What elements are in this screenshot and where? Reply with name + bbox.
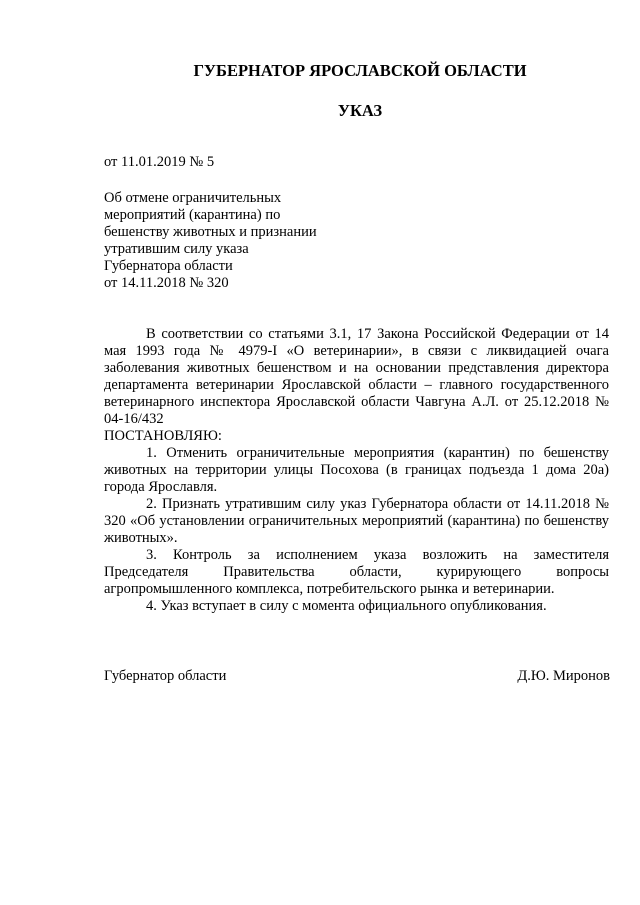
subject-line: Губернатора области: [104, 258, 233, 274]
decree-item: 1. Отменить ограничительные мероприятия (карантин) по бешенству животных на территории улицы Посохова (в границах подъезда 1 дома 20а) города Ярославля.: [104, 445, 609, 495]
subject-line: мероприятий (карантина) по: [104, 207, 281, 223]
decree-word: ПОСТАНОВЛЯЮ:: [104, 428, 222, 444]
preamble-paragraph: В соответствии со статьями 3.1, 17 Закона Российской Федерации от 14 мая 1993 года № 4979-I «О ветеринарии», в связи с ликвидацией очага заболевания животных бешенством и на основании представления директора департамента ветеринарии Ярославской области – главного государственного ветеринарного инспектора Ярославской области Чавгуна А.Л. от 25.12.2018 № 04-16/432: [104, 326, 609, 427]
document-dateline: от 11.01.2019 № 5: [104, 154, 215, 170]
decree-item: 2. Признать утратившим силу указ Губернатора области от 14.11.2018 № 320 «Об установлении ограничительных мероприятий (карантина) по бешенству животных».: [104, 496, 609, 546]
signature-position: Губернатор области: [104, 668, 227, 684]
subject-line: бешенству животных и признании: [104, 224, 317, 240]
document-header-title: ГУБЕРНАТОР ЯРОСЛАВСКОЙ ОБЛАСТИ: [193, 61, 527, 80]
subject-line: Об отмене ограничительных: [104, 190, 282, 206]
subject-line: от 14.11.2018 № 320: [104, 275, 229, 291]
subject-line: утратившим силу указа: [104, 241, 249, 257]
signature-name: Д.Ю. Миронов: [517, 668, 610, 684]
decree-item: 3. Контроль за исполнением указа возложить на заместителя Председателя Правительства области, курирующего вопросы агропромышленного комплекса, потребительского рынка и ветеринарии.: [104, 547, 609, 597]
document-type: УКАЗ: [337, 101, 383, 120]
document-subject: [104, 190, 384, 292]
document-body: [104, 326, 609, 615]
decree-item: 4. Указ вступает в силу с момента официального опубликования.: [146, 598, 547, 614]
